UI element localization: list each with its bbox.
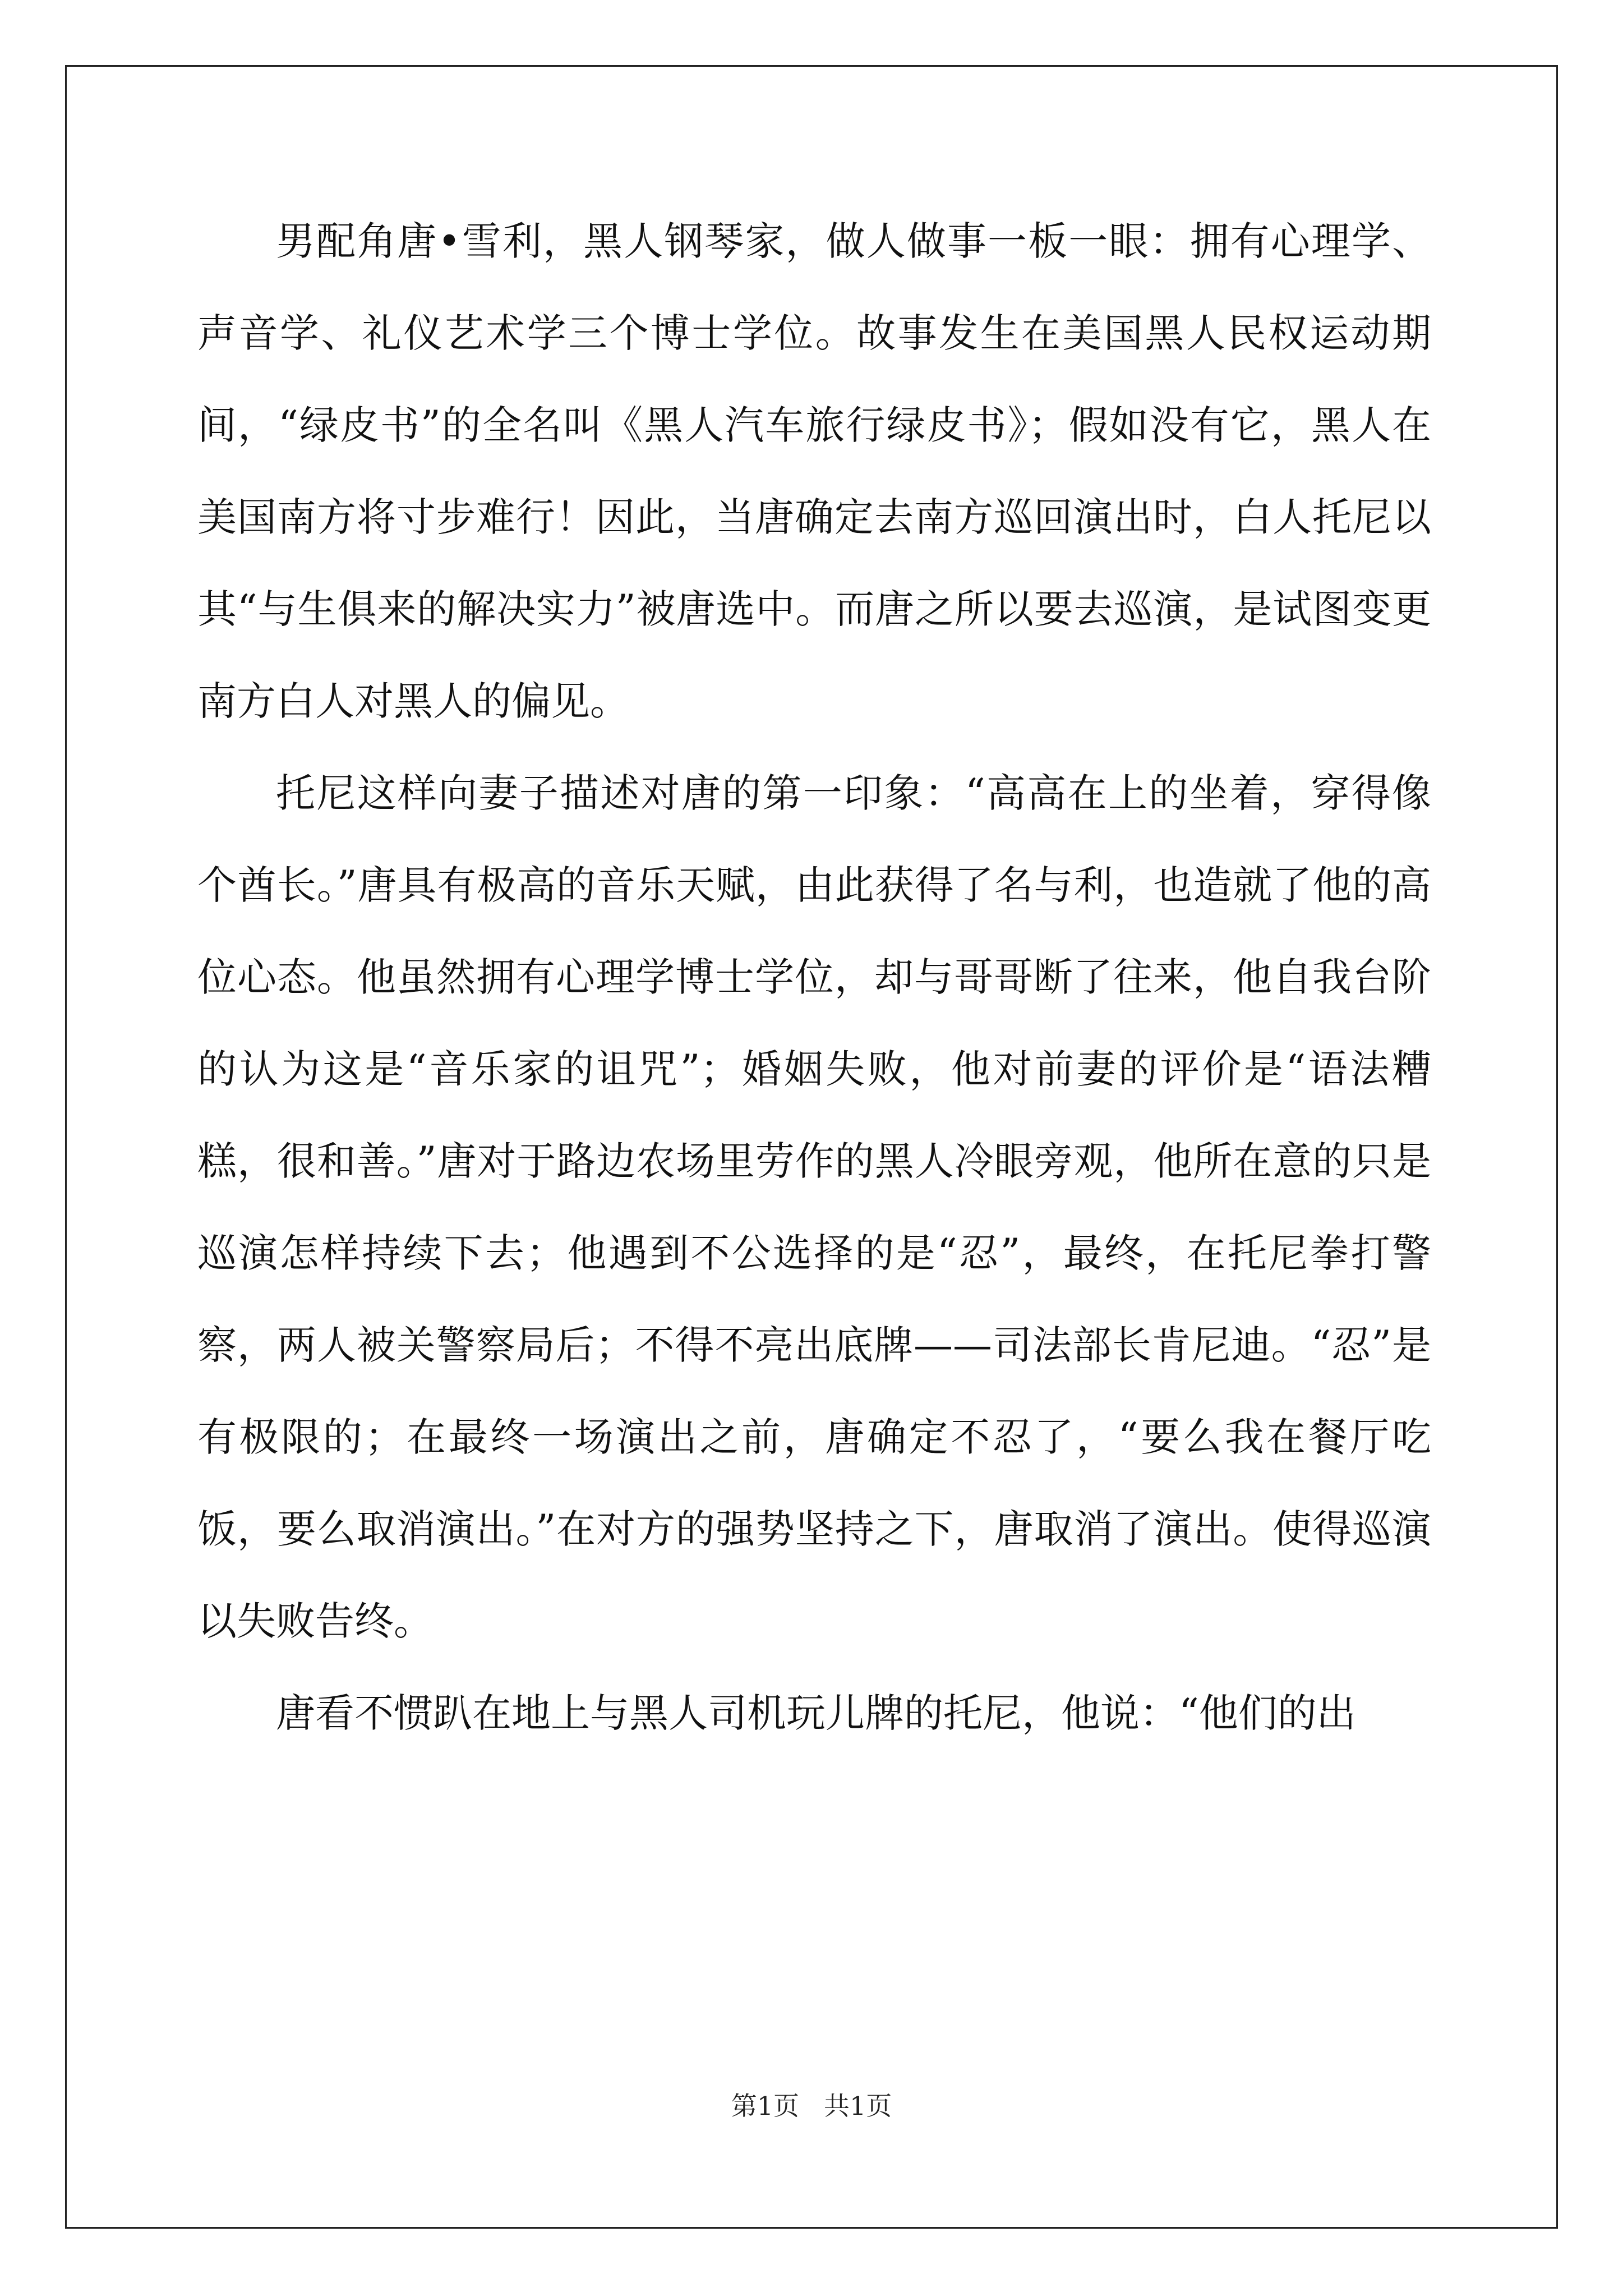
page-number: 第1页 <box>731 2091 800 2121</box>
paragraph-2: 托尼这样向妻子描述对唐的第一印象：“高高在上的坐着，穿得像个酋长。”唐具有极高的音乐天赋，由此获得了名与利，也造就了他的高位心态。他虽然拥有心理学博士学位，却与哥哥断了往来，他自我台阶的认为这是“音乐家的诅咒”；婚姻失败，他对前妻的评价是“语法糟糕，很和善。”唐对于路边农场里劳作的黑人冷眼旁观，他所在意的只是巡演怎样持续下去；他遇到不公选择的是“忍”，最终，在托尼拳打警察，两人被关警察局后；不得不亮出底牌——司法部长肯尼迪。“忍”是有极限的；在最终一场演出之前，唐确定不忍了，“要么我在餐厅吃饭，要么取消演出。”在对方的强势坚持之下，唐取消了演出。使得巡演以失败告终。 <box>197 770 1431 1644</box>
page-total: 共1页 <box>823 2091 892 2121</box>
document-body <box>197 195 1431 1759</box>
paragraph-1: 男配角唐•雪利，黑人钢琴家，做人做事一板一眼：拥有心理学、声音学、礼仪艺术学三个博士学位。故事发生在美国黑人民权运动期间，“绿皮书”的全名叫《黑人汽车旅行绿皮书》；假如没有它，黑人在美国南方将寸步难行！因此，当唐确定去南方巡回演出时，白人托尼以其“与生俱来的解决实力”被唐选中。而唐之所以要去巡演，是试图变更南方白人对黑人的偏见。 <box>197 218 1431 724</box>
page-footer <box>0 2086 1623 2123</box>
paragraph-3: 唐看不惯趴在地上与黑人司机玩儿牌的托尼，他说：“他们的出 <box>276 1690 1356 1736</box>
